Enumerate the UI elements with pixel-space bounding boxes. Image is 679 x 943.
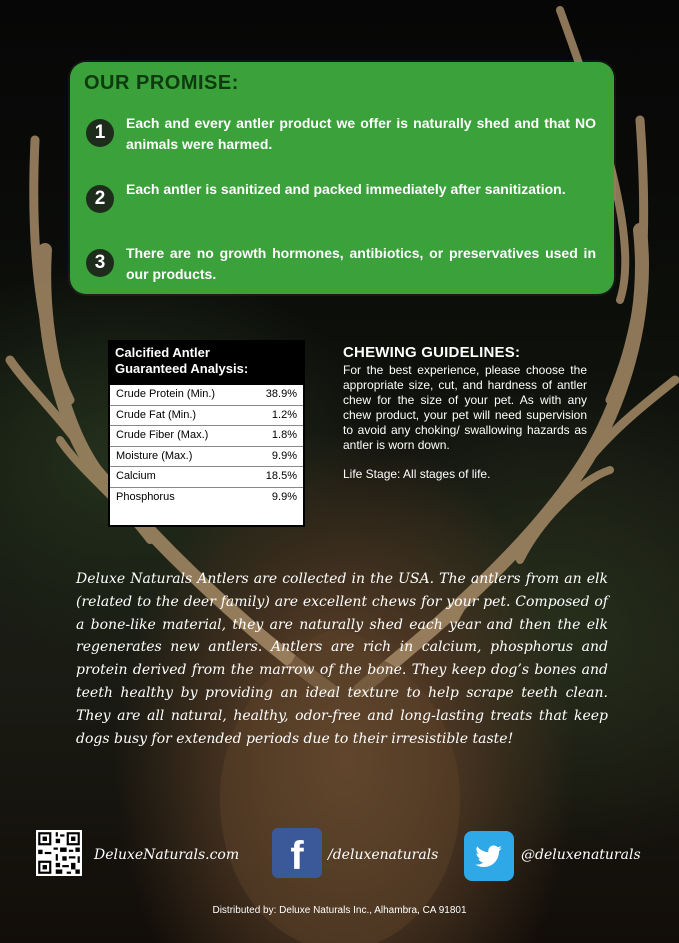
twitter-handle[interactable]: @deluxenaturals — [521, 847, 641, 863]
table-row — [110, 406, 303, 427]
analysis-header — [110, 342, 303, 385]
table-row — [110, 385, 303, 406]
number-badge: 1 — [86, 119, 114, 147]
analysis-title-line1: Calcified Antler — [115, 345, 210, 360]
twitter-icon[interactable] — [464, 831, 514, 881]
qr-code-icon[interactable] — [36, 830, 82, 876]
table-row — [110, 467, 303, 488]
guaranteed-analysis-table — [108, 340, 305, 527]
guidelines-text: For the best experience, please choose the appropriate size, cut, and hardness of antler chew for the size of your pet. As with any chew product, your pet will need supervision to avoid any choking/ swallowing hazards as antler is worn down. — [343, 363, 587, 452]
product-description: Deluxe Naturals Antlers are collected in the USA. The antlers from an elk (related to the deer family) are excellent chews for your pet. Composed of a bone-like material, they are naturally shed each year and then the elk regenerates new antlers. Antlers are rich in calcium, phosphorus and protein derived from the marrow of the bone. They keep dog’s bones and teeth healthy by providing an ideal texture to help scrape teeth clean. They are all natural, healthy, odor-free and long-lasting treats that keep dogs busy for extended periods due to their irresistible taste! — [76, 571, 608, 747]
guidelines-title: CHEWING GUIDELINES: — [343, 344, 521, 361]
table-row — [110, 447, 303, 468]
row-value: 1.2% — [271, 408, 297, 421]
promise-title: OUR PROMISE: — [84, 72, 239, 94]
chewing-guidelines — [343, 344, 587, 481]
row-value: 18.5% — [265, 470, 297, 482]
row-value: 9.9% — [271, 490, 297, 503]
row-label: Crude Fiber (Max.) — [116, 429, 209, 441]
table-row — [110, 488, 303, 508]
life-stage-text: Life Stage: All stages of life. — [343, 467, 491, 481]
facebook-icon[interactable]: f — [272, 828, 322, 878]
row-value: 38.9% — [265, 388, 297, 400]
facebook-handle[interactable]: /deluxenaturals — [328, 847, 439, 863]
table-row — [110, 426, 303, 447]
website-link[interactable]: DeluxeNaturals.com — [94, 847, 240, 863]
row-label: Crude Protein (Min.) — [116, 388, 216, 400]
analysis-title-line2: Guaranteed Analysis: — [115, 361, 249, 376]
distributor-line: Distributed by: Deluxe Naturals Inc., Alhambra, CA 91801 — [212, 905, 467, 916]
promise-item-text: Each and every antler product we offer is naturally shed and that NO animals were harmed. — [126, 115, 596, 152]
row-value: 1.8% — [271, 429, 297, 441]
twitter-bird-icon — [464, 831, 514, 881]
row-label: Calcium — [116, 470, 156, 482]
promise-item-text: There are no growth hormones, antibiotics, or preservatives used in our products. — [126, 245, 596, 282]
row-label: Crude Fat (Min.) — [116, 408, 197, 421]
row-value: 9.9% — [271, 449, 297, 462]
row-label: Phosphorus — [116, 490, 175, 503]
row-label: Moisture (Max.) — [116, 449, 193, 462]
number-badge: 2 — [86, 185, 114, 213]
promise-item-text: Each antler is sanitized and packed immediately after sanitization. — [126, 181, 566, 197]
number-badge: 3 — [86, 249, 114, 277]
our-promise-box — [70, 62, 614, 294]
